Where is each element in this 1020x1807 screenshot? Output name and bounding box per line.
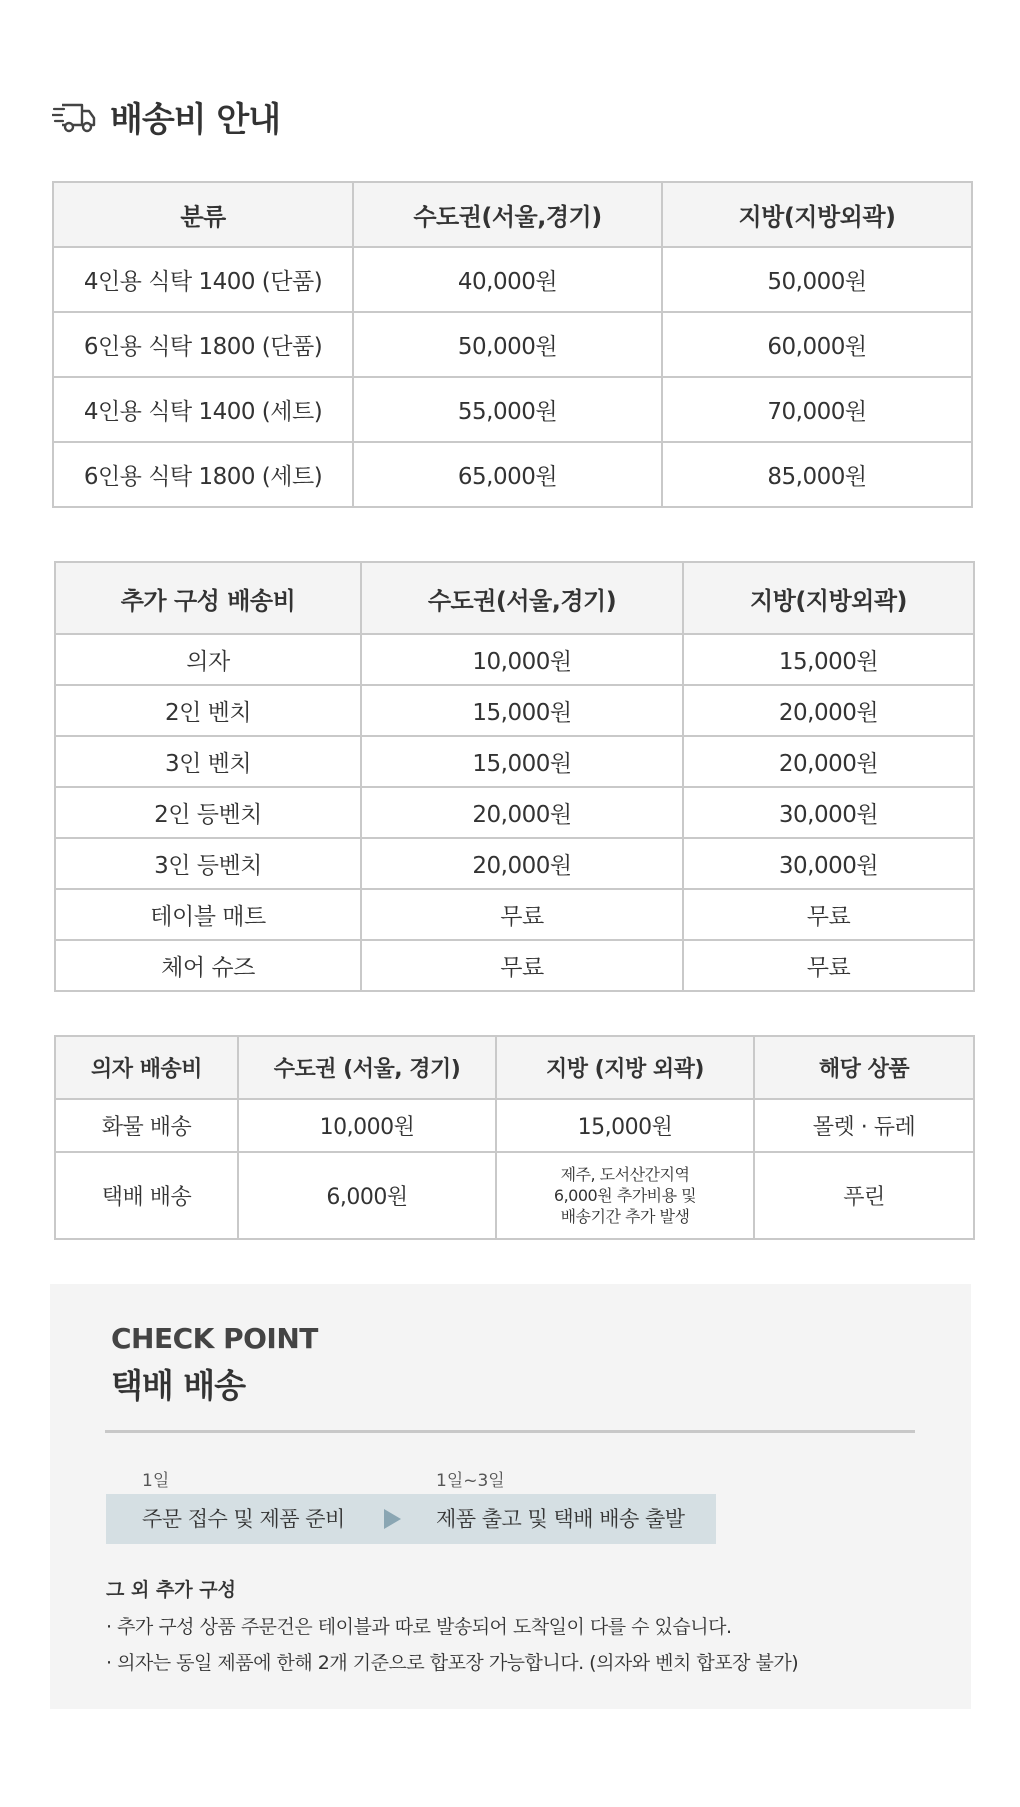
table-cell: 20,000원 (361, 787, 683, 838)
step2-day: 1일~3일 (436, 1471, 505, 1491)
page-title: 배송비 안내 (110, 100, 281, 140)
table-cell: 55,000원 (353, 377, 662, 442)
table-shipping-main (52, 181, 973, 508)
column-header: 수도권(서울,경기) (353, 182, 662, 247)
table-cell: 6인용 식탁 1800 (세트) (53, 442, 353, 507)
table-cell: 15,000원 (361, 736, 683, 787)
table-cell: 65,000원 (353, 442, 662, 507)
note-line: 6,000원 추가비용 및 (553, 1186, 697, 1205)
table-cell: 의자 (55, 634, 361, 685)
arrow-right-icon (384, 1509, 401, 1529)
column-header: 분류 (53, 182, 353, 247)
table-cell: 15,000원 (496, 1099, 754, 1152)
table-shipping-chair (54, 1035, 975, 1240)
column-header: 지방 (지방 외곽) (496, 1036, 754, 1099)
table-row (53, 442, 972, 507)
table-cell: 몰렛 · 듀레 (754, 1099, 974, 1152)
table-row (55, 685, 974, 736)
table-row (55, 838, 974, 889)
table-row (55, 1152, 974, 1239)
table-cell: 30,000원 (683, 838, 974, 889)
step2-label: 제품 출고 및 택배 배송 출발 (436, 1507, 685, 1531)
table-cell: 20,000원 (683, 685, 974, 736)
table-cell: 30,000원 (683, 787, 974, 838)
table-cell: 60,000원 (662, 312, 972, 377)
table-row (55, 787, 974, 838)
note-line: 제주, 도서산간지역 (560, 1165, 690, 1184)
table-cell: 20,000원 (683, 736, 974, 787)
column-header: 추가 구성 배송비 (55, 562, 361, 634)
table-cell: 4인용 식탁 1400 (세트) (53, 377, 353, 442)
table-cell: 무료 (361, 940, 683, 991)
note-line: 배송기간 추가 발생 (560, 1207, 690, 1226)
table-cell: 6,000원 (238, 1152, 496, 1239)
table-cell: 택배 배송 (55, 1152, 238, 1239)
note-item: · 의자는 동일 제품에 한해 2개 기준으로 합포장 가능합니다. (의자와 벤치 합포장 불가) (106, 1652, 799, 1674)
column-header: 의자 배송비 (55, 1036, 238, 1099)
table-row (55, 889, 974, 940)
column-header: 수도권 (서울, 경기) (238, 1036, 496, 1099)
table-row (53, 377, 972, 442)
table-cell: 화물 배송 (55, 1099, 238, 1152)
table-cell: 푸린 (754, 1152, 974, 1239)
table-cell: 6인용 식탁 1800 (단품) (53, 312, 353, 377)
table-cell: 10,000원 (361, 634, 683, 685)
column-header: 해당 상품 (754, 1036, 974, 1099)
table-cell: 무료 (361, 889, 683, 940)
table-shipping-extra (54, 561, 975, 992)
table-cell: 무료 (683, 889, 974, 940)
table-row (55, 736, 974, 787)
table-cell: 테이블 매트 (55, 889, 361, 940)
divider (105, 1430, 915, 1433)
step1-label: 주문 접수 및 제품 준비 (142, 1507, 345, 1531)
table-cell: 3인 벤치 (55, 736, 361, 787)
table-cell: 15,000원 (361, 685, 683, 736)
table-cell: 2인 등벤치 (55, 787, 361, 838)
note-item: · 추가 구성 상품 주문건은 테이블과 따로 발송되어 도착일이 다를 수 있습니다. (106, 1616, 732, 1638)
table-row (53, 312, 972, 377)
table-cell: 50,000원 (353, 312, 662, 377)
table-header-row (55, 562, 974, 634)
table-row (55, 1099, 974, 1152)
column-header: 지방(지방외곽) (683, 562, 974, 634)
checkpoint-panel (50, 1284, 971, 1709)
table-cell: 20,000원 (361, 838, 683, 889)
checkpoint-heading: CHECK POINT (111, 1322, 318, 1355)
delivery-truck-icon (52, 101, 96, 133)
table-cell-note (496, 1152, 754, 1239)
table-cell: 10,000원 (238, 1099, 496, 1152)
table-cell: 70,000원 (662, 377, 972, 442)
column-header: 지방(지방외곽) (662, 182, 972, 247)
table-header-row (53, 182, 972, 247)
table-cell: 4인용 식탁 1400 (단품) (53, 247, 353, 312)
table-cell: 85,000원 (662, 442, 972, 507)
table-row (55, 940, 974, 991)
table-cell: 40,000원 (353, 247, 662, 312)
table-cell: 50,000원 (662, 247, 972, 312)
column-header: 수도권(서울,경기) (361, 562, 683, 634)
table-cell: 3인 등벤치 (55, 838, 361, 889)
extra-title: 그 외 추가 구성 (106, 1579, 236, 1601)
timeline-bar (106, 1494, 716, 1544)
table-row (53, 247, 972, 312)
step1-day: 1일 (142, 1471, 170, 1491)
table-cell: 체어 슈즈 (55, 940, 361, 991)
section-title (52, 92, 280, 141)
table-cell: 무료 (683, 940, 974, 991)
table-cell: 2인 벤치 (55, 685, 361, 736)
table-cell: 15,000원 (683, 634, 974, 685)
table-header-row (55, 1036, 974, 1099)
table-row (55, 634, 974, 685)
checkpoint-subheading: 택배 배송 (111, 1366, 246, 1405)
